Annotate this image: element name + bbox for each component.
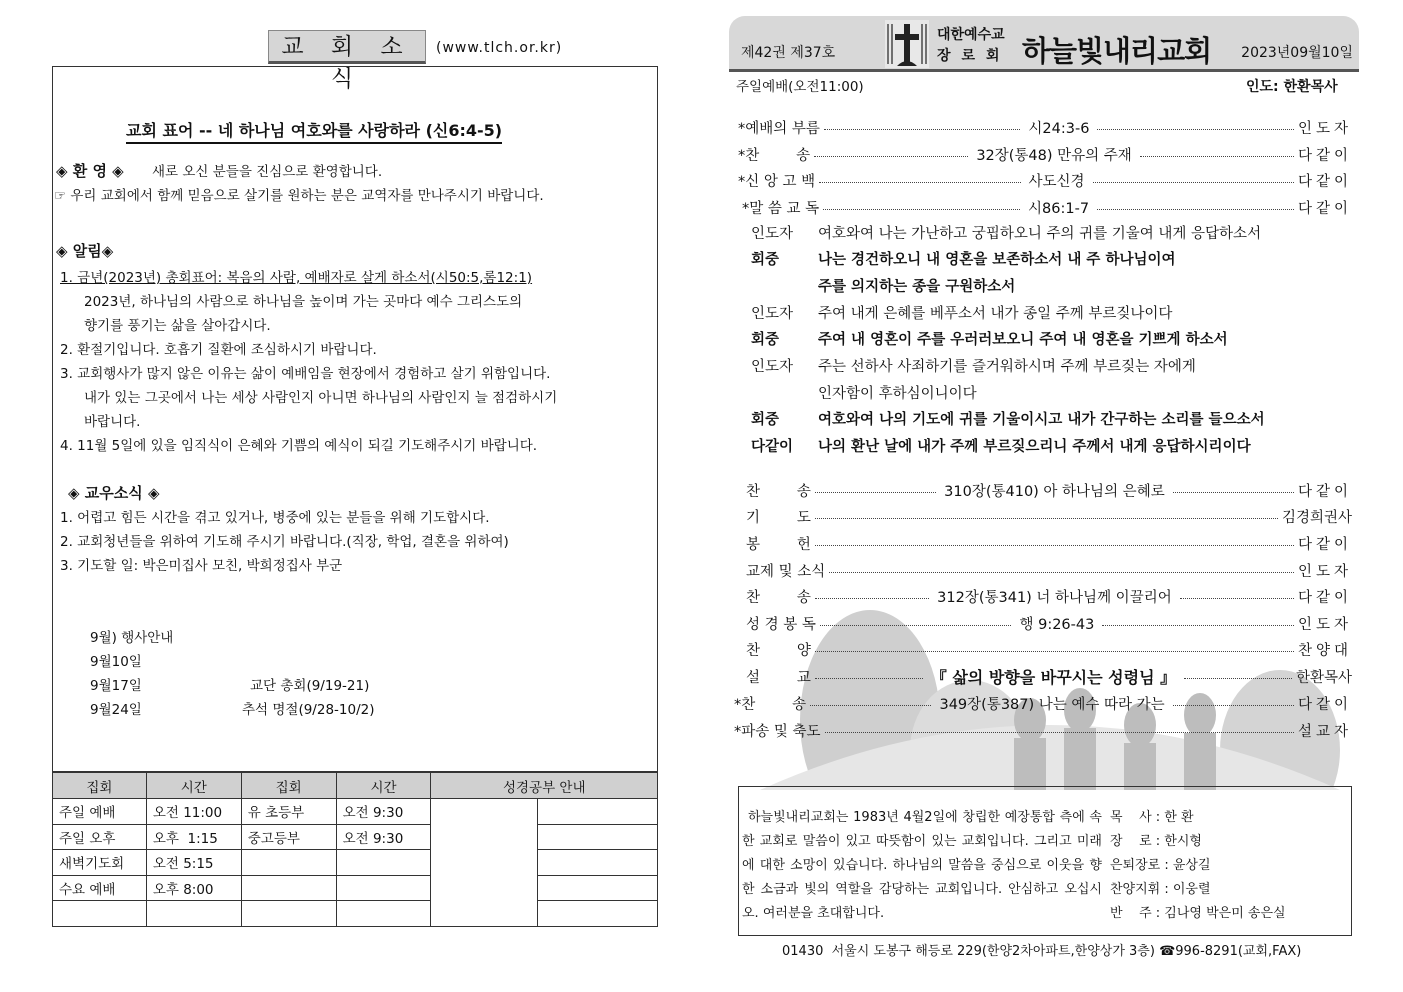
order-label: 교제 및 소식: [746, 563, 826, 580]
worship-order-item: [746, 612, 1352, 634]
notice-line: 4. 11월 5일에 있을 임직식이 은혜와 기쁨의 예식이 되길 기도해주시기 바랍니다.: [60, 438, 538, 454]
reading-text: 주를 의지하는 종을 구원하소서: [818, 279, 1016, 295]
order-leader: 다같이: [1297, 173, 1353, 190]
staff-line: 장 로 : 한시형: [1110, 834, 1202, 849]
order-label: 성 경 봉 독: [746, 616, 816, 633]
table-cell: [538, 850, 658, 876]
notice-line: 3. 교회행사가 많지 않은 이유는 삶이 예배임을 현장에서 경험하고 살기 위함입니다.: [60, 366, 551, 382]
staff-line: 찬양지휘 : 이웅렬: [1110, 882, 1211, 897]
table-header: 시간: [146, 773, 241, 799]
table-cell: 새벽기도회: [53, 850, 147, 876]
church-name: 하늘빛내리교회: [1022, 34, 1212, 68]
notice-line: 향기를 풍기는 삶을 살아갑시다.: [84, 318, 271, 334]
order-label: *찬 송: [738, 147, 811, 164]
order-detail: 32장(통48) 만유의 주재: [976, 147, 1132, 164]
table-header: 집회: [53, 773, 147, 799]
table-row: [53, 824, 658, 850]
order-leader: 다같이: [1297, 696, 1352, 713]
worship-order-item: [746, 505, 1352, 527]
table-cell: 오전 11:00: [146, 799, 241, 825]
worship-order-item: [746, 665, 1352, 687]
event-date: 9월24일: [90, 702, 142, 718]
table-cell: 중고등부: [241, 824, 336, 850]
staff-line: 목 사 : 한 환: [1110, 810, 1194, 825]
worship-order-item: [746, 585, 1352, 607]
worship-order-item: [746, 479, 1352, 501]
staff-line: 반 주 : 김나영 박은미 송은실: [1110, 906, 1286, 921]
order-label: 봉 헌: [746, 536, 811, 553]
order-detail: 사도신경: [1028, 173, 1085, 190]
table-row: [53, 875, 658, 901]
worship-order-item: [734, 719, 1352, 741]
table-cell: [538, 799, 658, 825]
order-label: 찬 송: [746, 589, 811, 606]
notice-line: 1. 금년(2023년) 총회표어: 복음의 사람, 예배자로 살게 하소서(시50:5,롬12:1): [60, 270, 533, 286]
church-address: 01430 서울시 도봉구 해등로 229(한양2차아파트,한양상가 3층) ☎996-8291(교회,FAX): [782, 944, 1302, 959]
reading-speaker: 회중: [751, 412, 780, 428]
table-cell: 오전 5:15: [146, 850, 241, 876]
order-label: 찬 양: [746, 642, 811, 659]
order-leader: 설교자: [1297, 723, 1352, 740]
table-cell: 오후 8:00: [146, 875, 241, 901]
worship-order-item: [746, 532, 1352, 554]
welcome-text: 새로 오신 분들을 진심으로 환영합니다.: [152, 164, 383, 180]
table-cell: [538, 824, 658, 850]
table-cell: 주일 예배: [53, 799, 147, 825]
prayer-heading: ◈ 교우소식 ◈: [68, 484, 160, 502]
order-detail: 349장(통387) 나는 예수 따라 가는: [939, 696, 1165, 713]
order-leader: 다같이: [1297, 200, 1353, 217]
order-label: 설 교: [746, 669, 811, 686]
table-row: [53, 850, 658, 876]
order-leader: 인도자: [1297, 563, 1352, 580]
table-cell: [241, 875, 336, 901]
worship-order-item: [746, 638, 1352, 660]
table-cell: 유 초등부: [241, 799, 336, 825]
reading-speaker: 인도자: [751, 306, 794, 322]
table-row: [53, 901, 658, 927]
reading-speaker: 인도자: [751, 359, 794, 375]
notice-line: 내가 있는 그곳에서 나는 세상 사람인지 아니면 하나님의 사람인지 늘 점검하시기: [84, 390, 558, 406]
worship-order-item: [738, 169, 1352, 191]
event-date: 9월10일: [90, 654, 142, 670]
table-cell: [241, 901, 336, 927]
order-leader: 다같이: [1297, 589, 1352, 606]
table-cell: [538, 875, 658, 901]
event-text: 교단 총회(9/19-21): [250, 678, 370, 694]
table-cell: [336, 875, 431, 901]
reading-speaker: 회중: [751, 332, 780, 348]
bulletin-header: [729, 16, 1359, 72]
table-cell: [431, 799, 538, 927]
church-introduction: 하늘빛내리교회는 1983년 4월2일에 창립한 예장통합 측에 속한 교회로 말씀이 있고 따뜻함이 있는 교회입니다. 그리고 미래에 대한 소망이 있습니다. 하나님의 말씀을 중심으로 이웃을 향한 소금과 빛의 역할을 감당하는 교회입니다. 안심하고 오십시오. 여러분을 초대합니다.: [742, 810, 1102, 921]
website-url[interactable]: (www.tlch.or.kr): [436, 40, 563, 56]
order-label: 찬 송: [746, 483, 811, 500]
news-title: 교 회 소 식: [268, 30, 426, 64]
staff-list: [1110, 806, 1286, 926]
table-header: 성경공부 안내: [431, 773, 658, 799]
reading-text: 나는 경건하오니 내 영혼을 보존하소서 내 주 하나님이여: [818, 252, 1176, 268]
order-leader: 다같이: [1297, 483, 1352, 500]
order-label: *말 씀 교 독: [742, 200, 820, 217]
reading-text: 주여 내게 은혜를 베푸소서 내가 종일 주께 부르짖나이다: [818, 306, 1173, 322]
order-label: *찬 송: [734, 696, 807, 713]
table-cell: [146, 901, 241, 927]
order-leader: 한환목사: [1295, 669, 1352, 686]
welcome-note: ☞ 우리 교회에서 함께 믿음으로 살기를 원하는 분은 교역자를 만나주시기 바랍니다.: [54, 188, 544, 204]
notice-line: 2. 환절기입니다. 호흡기 질환에 조심하시기 바랍니다.: [60, 342, 377, 358]
bulletin-date: 2023년09월10일: [1241, 45, 1353, 61]
table-cell: [53, 901, 147, 927]
notice-heading: ◈ 알림◈: [56, 242, 114, 260]
staff-line: 은퇴장로 : 윤상길: [1110, 858, 1211, 873]
service-title: 주일예배(오전11:00): [736, 79, 864, 95]
order-leader: 다같이: [1297, 147, 1352, 164]
service-leader: 인도: 한환목사: [1246, 79, 1338, 95]
order-label: 기 도: [746, 509, 811, 526]
order-label: *신 앙 고 백: [738, 173, 816, 190]
worship-order-item: [738, 116, 1352, 138]
welcome-heading: ◈ 환 영 ◈: [56, 162, 124, 180]
order-label: *예배의 부름: [738, 120, 820, 137]
table-cell: 오전 9:30: [336, 824, 431, 850]
table-header: 시간: [336, 773, 431, 799]
worship-order-item: [734, 692, 1352, 714]
church-motto: 교회 표어 -- 네 하나님 여호와를 사랑하라 (신6:4-5): [126, 118, 502, 144]
denomination-line-2: 장로회: [937, 48, 1011, 64]
meeting-schedule-table: [52, 772, 658, 927]
order-detail: 시24:3-6: [1028, 120, 1090, 137]
table-header-row: [53, 773, 658, 799]
table-cell: 주일 오후: [53, 824, 147, 850]
order-detail: 312장(통341) 너 하나님께 이끌리어: [937, 589, 1172, 606]
table-cell: 수요 예배: [53, 875, 147, 901]
sermon-title: 『 삶의 방향을 바꾸시는 성령님 』: [930, 667, 1177, 687]
reading-text: 주여 내 영혼이 주를 우러러보오니 주여 내 영혼을 기쁘게 하소서: [818, 332, 1228, 348]
reading-text: 나의 환난 날에 내가 주께 부르짖으리니 주께서 내게 응답하시리이다: [818, 439, 1251, 455]
table-cell: [336, 901, 431, 927]
order-label: *파송 및 축도: [734, 723, 821, 740]
table-cell: [336, 850, 431, 876]
order-detail: 310장(통410) 아 하나님의 은혜로: [944, 483, 1165, 500]
reading-text: 주는 선하사 사죄하기를 즐거워하시며 주께 부르짖는 자에게: [818, 359, 1196, 375]
event-date: 9월17일: [90, 678, 142, 694]
order-leader: 다같이: [1297, 536, 1352, 553]
table-cell: [241, 850, 336, 876]
table-row: [53, 799, 658, 825]
prayer-line: 2. 교회청년들을 위하여 기도해 주시기 바랍니다.(직장, 학업, 결혼을 위하여): [60, 534, 509, 550]
table-cell: [538, 901, 658, 927]
order-leader: 찬양대: [1297, 642, 1352, 659]
reading-text: 여호와여 나는 가난하고 궁핍하오니 주의 귀를 기울여 내게 응답하소서: [818, 226, 1262, 242]
reading-speaker: 회중: [751, 252, 780, 268]
order-leader: 인도자: [1297, 120, 1352, 137]
volume-number: 제42권 제37호: [741, 45, 836, 61]
order-leader: 인도자: [1297, 616, 1353, 633]
worship-order-item: [742, 196, 1352, 218]
reading-text: 인자함이 후하심이니이다: [818, 386, 977, 402]
denomination-line-1: 대한예수교: [937, 27, 1005, 43]
prayer-line: 1. 어렵고 힘든 시간을 겪고 있거나, 병중에 있는 분들을 위해 기도합시다.: [60, 510, 490, 526]
notice-line: 2023년, 하나님의 사람으로 하나님을 높이며 가는 곳마다 예수 그리스도의: [84, 294, 523, 310]
reading-text: 여호와여 나의 기도에 귀를 기울이시고 내가 간구하는 소리를 들으소서: [818, 412, 1265, 428]
prayer-line: 3. 기도할 일: 박은미집사 모친, 박희정집사 부군: [60, 558, 343, 574]
order-detail: 행 9:26-43: [1019, 616, 1095, 633]
event-text: 추석 명절(9/28-10/2): [242, 702, 375, 718]
church-cross-logo-icon: [885, 20, 929, 68]
notice-line: 바랍니다.: [84, 414, 141, 430]
order-leader: 김경희권사: [1281, 509, 1352, 526]
table-header: 집회: [241, 773, 336, 799]
table-cell: 오후 1:15: [146, 824, 241, 850]
reading-speaker: 인도자: [751, 226, 794, 242]
reading-speaker: 다같이: [751, 439, 794, 455]
events-heading: 9월) 행사안내: [90, 630, 174, 646]
worship-order-item: [738, 143, 1352, 165]
table-cell: 오전 9:30: [336, 799, 431, 825]
worship-order-item: [746, 559, 1352, 581]
order-detail: 시86:1-7: [1028, 200, 1090, 217]
